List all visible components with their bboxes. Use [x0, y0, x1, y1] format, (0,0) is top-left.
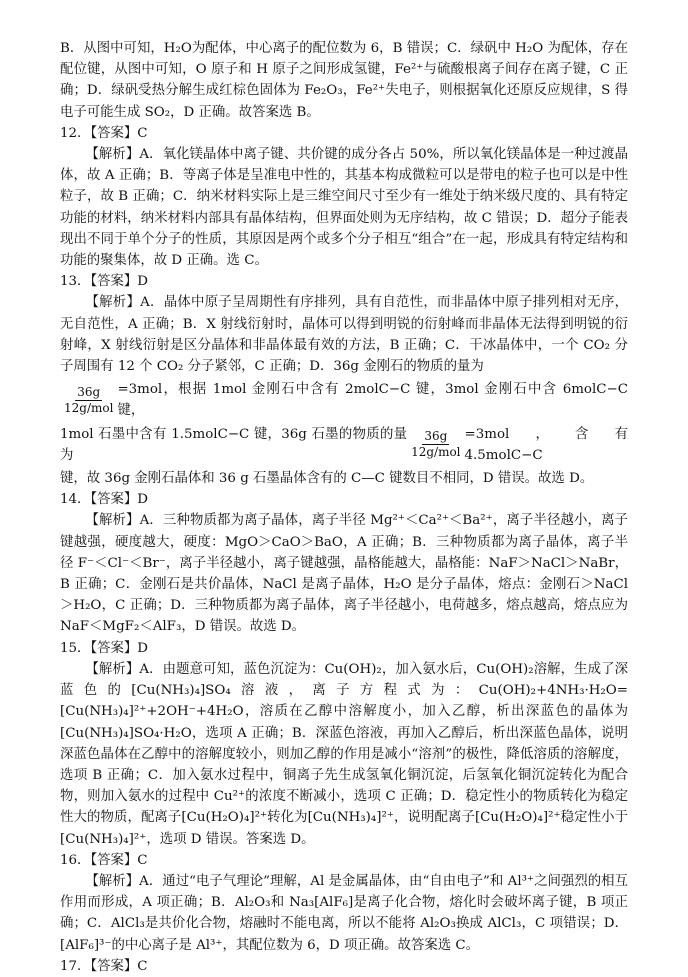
analysis-13: 【解析】A．晶体中原子呈周期性有序排列，具有自范性，而非晶体中原子排列相对无序，无自范性，A 正确；B．X 射线衍射时，晶体可以得到明锐的衍射峰而非晶体无法得到明锐的衍射峰，X 射线衍射是区分晶体和非晶体最有效的方法，B 正确；C．干冰晶体中，一个 CO₂ 分子周围有 12 个 CO₂ 分子紧邻，C 正确；D．36g 金刚石的物质的量为	[60, 295, 628, 375]
answer-14: 14．【答案】D	[60, 492, 149, 508]
fraction-numerator: 36g	[77, 384, 101, 399]
fraction-denominator: 12g/mol	[411, 445, 461, 460]
fraction-numerator: 36g	[424, 429, 448, 444]
analysis-13-fraction-line-1	[60, 379, 628, 421]
answer-16: 16．【答案】C	[60, 852, 148, 868]
fraction-graphite-moles	[409, 429, 462, 460]
fraction-line-text: =3mol，含有 4.5molC−C	[464, 426, 628, 463]
fraction-line-text: =3mol，根据 1mol 金刚石中含有 2molC−C 键，3mol 金刚石中含 6molC−C 键，	[117, 382, 628, 419]
document-page	[60, 38, 628, 977]
fraction-denominator: 12g/mol	[64, 400, 114, 415]
fraction-diamond-moles	[62, 385, 115, 416]
answer-13: 13．【答案】D	[60, 274, 149, 290]
fraction-line-before: 1mol 石墨中含有 1.5molC−C 键，36g 石墨的物质的量为	[60, 426, 408, 463]
paragraph-11-continued: B．从图中可知，H₂O为配体，中心离子的配位数为 6，B 错误；C．绿矾中 H₂O 为配体，存在配位键，从图中可知，O 原子和 H 原子之间形成氢键，Fe²⁺与硫酸根离子间存在离子键，C 正确；D．绿矾受热分解生成红棕色固体为 Fe₂O₃，Fe²⁺失电子，则根据氧化还原反应规律，S 得电子可能生成 SO₂，D 正确。故答案选 B。	[60, 41, 628, 120]
analysis-13-end: 键，故 36g 金刚石晶体和 36 g 石墨晶体含有的 C—C 键数目不相同，D 错误。故选 D。	[60, 471, 594, 487]
answer-15: 15．【答案】D	[60, 640, 149, 656]
analysis-14: 【解析】A．三种物质都为离子晶体，离子半径 Mg²⁺＜Ca²⁺＜Ba²⁺，离子半径越小，离子键越强，硬度越大，硬度：MgO＞CaO＞BaO，A 正确；B．三种物质都为离子晶体，离子半径 F⁻＜Cl⁻＜Br⁻，离子半径越小，离子键越强，晶格能越大，晶格能：NaF＞NaCl＞NaBr，B 正确；C．金刚石是共价晶体，NaCl 是离子晶体，H₂O 是分子晶体，熔点：金刚石＞NaCl＞H₂O，C 正确；D．三种物质都为离子晶体，离子半径越小，电荷越多，熔点越高，熔点应为 NaF＜MgF₂＜AlF₃，D 错误。故选 D。	[60, 513, 628, 635]
analysis-15: 【解析】A．由题意可知，蓝色沉淀为：Cu(OH)₂，加入氨水后，Cu(OH)₂溶解，生成了深蓝色的[Cu(NH₃)₄]SO₄溶液，离子方程式为：Cu(OH)₂+4NH₃·H₂O=[Cu(NH₃)₄]²⁺+2OH⁻+4H₂O，溶质在乙醇中溶解度小，加入乙醇，析出深蓝色的晶体为[Cu(NH₃)₄]SO₄·H₂O，选项 A 正确；B．深蓝色溶液，再加入乙醇后，析出深蓝色晶体，说明深蓝色晶体在乙醇中的溶解度较小，则加乙醇的作用是减小“溶剂”的极性，降低溶质的溶解度，选项 B 正确；C．加入氨水过程中，铜离子先生成氢氧化铜沉淀，后氢氧化铜沉淀转化为配合物，则加入氨水的过程中 Cu²⁺的浓度不断减小，选项 C 正确；D．稳定性小的物质转化为稳定性大的物质，配离子[Cu(H₂O)₄]²⁺转化为[Cu(NH₃)₄]²⁺，说明配离子[Cu(H₂O)₄]²⁺稳定性小于[Cu(NH₃)₄]²⁺，选项 D 错误。答案选 D。	[60, 661, 628, 847]
analysis-16: 【解析】A．通过“电子气理论”理解，Al 是金属晶体，由“自由电子”和 Al³⁺之间强烈的相互作用而形成，A 项正确；B．Al₂O₃和 Na₃[AlF₆]是离子化合物，熔化时会破坏离子键，B 项正确；C．AlCl₃是共价化合物，熔融时不能电离，所以不能将 Al₂O₃换成 AlCl₃，C 项错误；D．[AlF₆]³⁻的中心离子是 Al³⁺，其配位数为 6，D 项正确。故答案选 C。	[60, 873, 628, 953]
answer-12: 12．【答案】C	[60, 125, 148, 141]
answer-17: 17．【答案】C	[60, 958, 148, 974]
analysis-12: 【解析】A．氧化镁晶体中离子键、共价键的成分各占 50%，所以氧化镁晶体是一种过渡晶体，故 A 正确；B．等离子体是呈准电中性的，其基本构成微粒可以是带电的粒子也可以是中性粒子，故 B 正确；C．纳米材料实际上是三维空间尺寸至少有一维处于纳米级尺度的、具有特定功能的材料，纳米材料内部具有晶体结构，但界面处则为无序结构，故 C 错误；D．超分子能表现出不同于单个分子的性质，其原因是两个或多个分子相互“组合”在一起，形成具有特定结构和功能的聚集体，故 D 正确。选 C。	[60, 147, 628, 269]
analysis-13-fraction-line-2	[60, 424, 628, 466]
